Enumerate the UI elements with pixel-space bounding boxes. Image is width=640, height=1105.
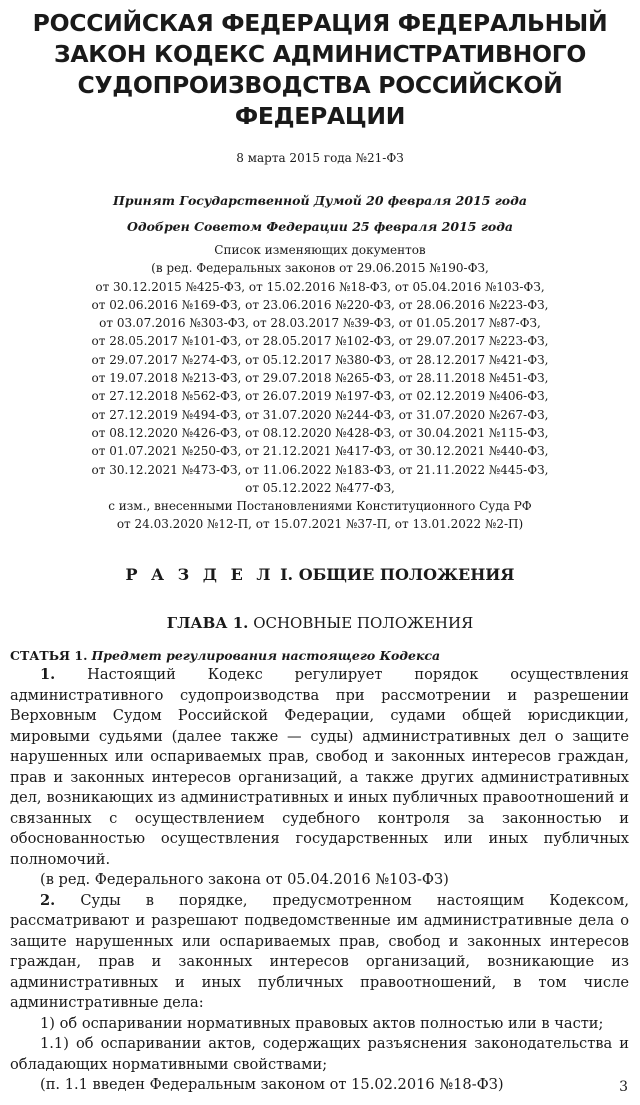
amendments-line: с изм., внесенными Постановлениями Конституционного Суда РФ bbox=[108, 499, 532, 514]
article-label: СТАТЬЯ 1. bbox=[10, 648, 88, 663]
paragraph-text: Настоящий Кодекс регулирует порядок осуществления административного судопроизводства при рассмотрении и разрешении Верховным Судом Российской Федерации, судами общей юрисдикции, мировыми судьями (далее также — суды) административных дел о защите нарушенных или оспариваемых прав, свобод и законных интересов граждан, прав и законных интересов организаций, а также других административных дел, возникающих из административных и иных публичных правоотношений и связанных с осуществлением судебного контроля за законностью и обоснованностью осуществления государственных или иных публичных полномочий. bbox=[10, 666, 630, 868]
amendments-line: от 03.07.2016 №303-ФЗ, от 28.03.2017 №39-ФЗ, от 01.05.2017 №87-ФЗ, bbox=[99, 316, 541, 331]
article-title: Предмет регулирования настоящего Кодекса bbox=[91, 648, 441, 663]
amendments-list bbox=[20, 241, 620, 534]
amendments-line: от 24.03.2020 №12-П, от 15.07.2021 №37-П, от 13.01.2022 №2-П) bbox=[116, 517, 524, 532]
amendments-line: от 08.12.2020 №426-ФЗ, от 08.12.2020 №428-ФЗ, от 30.04.2021 №115-ФЗ, bbox=[91, 425, 549, 440]
amendments-heading: Список изменяющих документов bbox=[214, 243, 426, 257]
amendments-line: от 28.05.2017 №101-ФЗ, от 28.05.2017 №102-ФЗ, от 29.07.2017 №223-ФЗ, bbox=[91, 334, 549, 349]
amendments-line: от 30.12.2015 №425-ФЗ, от 15.02.2016 №18-ФЗ, от 05.04.2016 №103-ФЗ, bbox=[95, 279, 545, 294]
amendments-line: от 01.07.2021 №250-ФЗ, от 21.12.2021 №417-ФЗ, от 30.12.2021 №440-ФЗ, bbox=[91, 444, 549, 459]
article-heading bbox=[10, 648, 440, 664]
article-body bbox=[10, 665, 629, 1096]
document-title: РОССИЙСКАЯ ФЕДЕРАЦИЯ ФЕДЕРАЛЬНЫЙ ЗАКОН КОДЕКС АДМИНИСТРАТИВНОГО СУДОПРОИЗВОДСТВА РОССИЙСКОЙ ФЕДЕРАЦИИ bbox=[32, 9, 608, 130]
amendments-line: от 19.07.2018 №213-ФЗ, от 29.07.2018 №265-ФЗ, от 28.11.2018 №451-ФЗ, bbox=[91, 371, 549, 386]
section-title: I. ОБЩИЕ ПОЛОЖЕНИЯ bbox=[280, 565, 515, 584]
adopted-by-duma: Принят Государственной Думой 20 февраля 2015 года bbox=[113, 193, 527, 208]
list-item: 1) об оспаривании нормативных правовых актов полностью или в части; bbox=[40, 1014, 604, 1032]
paragraph-number: 2. bbox=[40, 891, 56, 909]
paragraph bbox=[10, 891, 629, 1014]
amendments-line: от 27.12.2019 №494-ФЗ, от 31.07.2020 №244-ФЗ, от 31.07.2020 №267-ФЗ, bbox=[91, 407, 549, 422]
amendments-line: (в ред. Федеральных законов от 29.06.2015 №190-ФЗ, bbox=[151, 261, 489, 276]
approved-by-council: Одобрен Советом Федерации 25 февраля 2015 года bbox=[127, 219, 513, 234]
amendments-line: от 05.12.2022 №477-ФЗ, bbox=[245, 480, 395, 495]
law-date: 8 марта 2015 года №21-ФЗ bbox=[236, 151, 404, 165]
section-heading bbox=[0, 565, 640, 585]
chapter-heading bbox=[0, 613, 640, 633]
amendments-line: от 27.12.2018 №562-ФЗ, от 26.07.2019 №197-ФЗ, от 02.12.2019 №406-ФЗ, bbox=[91, 389, 549, 404]
list-item: 1.1) об оспаривании актов, содержащих разъяснения законодательства и обладающих нормативными свойствами; bbox=[10, 1035, 629, 1073]
amendments-line: от 29.07.2017 №274-ФЗ, от 05.12.2017 №380-ФЗ, от 28.12.2017 №421-ФЗ, bbox=[91, 352, 549, 367]
paragraph-note: (в ред. Федерального закона от 05.04.2016 №103-ФЗ) bbox=[40, 871, 449, 888]
paragraph bbox=[10, 665, 629, 870]
section-label: Р А З Д Е Л bbox=[125, 565, 275, 584]
chapter-title: ОСНОВНЫЕ ПОЛОЖЕНИЯ bbox=[253, 614, 474, 632]
paragraph-number: 1. bbox=[40, 666, 56, 683]
chapter-label: ГЛАВА 1. bbox=[166, 614, 249, 632]
paragraph-text: Суды в порядке, предусмотренном настоящим Кодексом, рассматривают и разрешают подведомственные им административные дела о защите нарушенных или оспариваемых прав, свобод и законных интересов граждан, прав и законных интересов организаций, возникающие из административных и иных публичных правоотношений, в том числе административные дела: bbox=[10, 891, 630, 1011]
amendments-line: от 02.06.2016 №169-ФЗ, от 23.06.2016 №220-ФЗ, от 28.06.2016 №223-ФЗ, bbox=[91, 297, 549, 312]
amendments-line: от 30.12.2021 №473-ФЗ, от 11.06.2022 №183-ФЗ, от 21.11.2022 №445-ФЗ, bbox=[91, 462, 549, 477]
paragraph-note: (п. 1.1 введен Федеральным законом от 15.02.2016 №18-ФЗ) bbox=[40, 1076, 504, 1093]
page-number: 3 bbox=[619, 1079, 628, 1095]
